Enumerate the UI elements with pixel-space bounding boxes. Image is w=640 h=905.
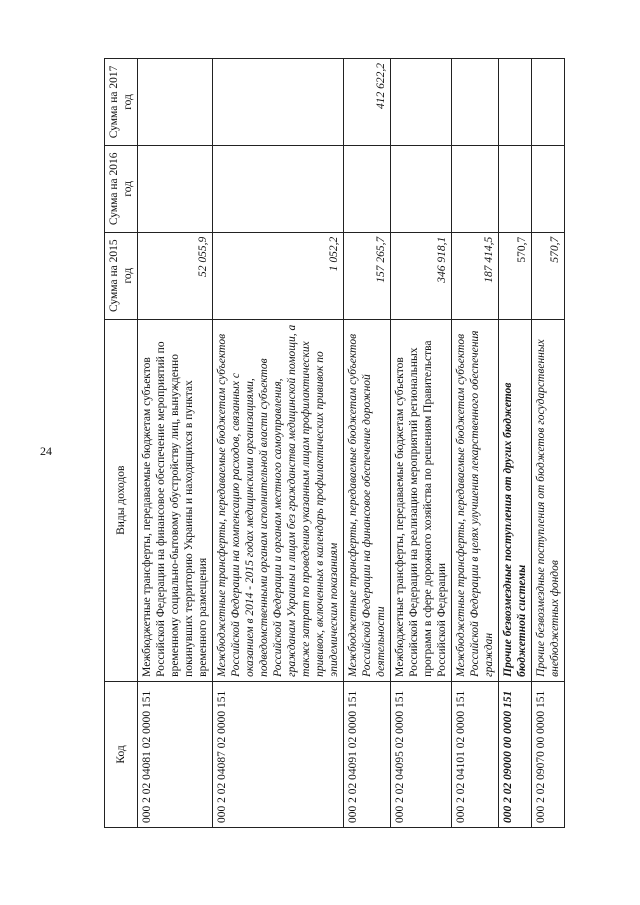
header-kind: Виды доходов bbox=[105, 319, 138, 681]
row-description: Межбюджетные трансферты, передаваемые бюджетам субъектов Российской Федерации на финансовое обеспечение дорожной деятельности bbox=[344, 319, 391, 681]
rotated-table-container bbox=[104, 58, 562, 828]
row-description: Межбюджетные трансферты, передаваемые бюджетам субъектов Российской Федерации на компенсацию расходов, связанных с оказанием в 2014 - 2015 годах медицинскими организациями, подведомственными органам исполнительной власти субъектов Российской Федерации и органам местного самоуправления, гражданам Украины и лицам без гражданства медицинской помощи, а также затрат по проведению указанным лицам профилактических прививок, включенных в календарь профилактических прививок по эпидемическим показаниям bbox=[213, 319, 344, 681]
row-sum-2016 bbox=[344, 145, 391, 232]
row-sum-2015: 1 052,2 bbox=[213, 232, 344, 319]
table-header-row bbox=[105, 59, 138, 828]
row-sum-2017 bbox=[213, 59, 344, 146]
row-sum-2015: 346 918,1 bbox=[391, 232, 452, 319]
row-code: 000 2 02 04081 02 0000 151 bbox=[138, 681, 213, 827]
row-description: Межбюджетные трансферты, передаваемые бюджетам субъектов Российской Федерации на реализацию мероприятий региональных программ в сфере дорожного хозяйства по решениям Правительства Российской Федерации bbox=[391, 319, 452, 681]
row-code: 000 2 02 09070 00 0000 151 bbox=[532, 681, 565, 827]
row-description: Межбюджетные трансферты, передаваемые бюджетам субъектов Российской Федерации в целях улучшения лекарственного обеспечения граждан bbox=[452, 319, 499, 681]
row-sum-2017 bbox=[391, 59, 452, 146]
row-code: 000 2 02 04101 02 0000 151 bbox=[452, 681, 499, 827]
row-sum-2015: 52 055,9 bbox=[138, 232, 213, 319]
table-row bbox=[532, 59, 565, 828]
table-row bbox=[452, 59, 499, 828]
header-2017: Сумма на 2017 год bbox=[105, 59, 138, 146]
row-code: 000 2 02 09000 00 0000 151 bbox=[499, 681, 532, 827]
row-sum-2015: 187 414,5 bbox=[452, 232, 499, 319]
table-body bbox=[138, 59, 565, 828]
row-sum-2016 bbox=[532, 145, 565, 232]
row-code: 000 2 02 04087 02 0000 151 bbox=[213, 681, 344, 827]
row-sum-2016 bbox=[391, 145, 452, 232]
table-row bbox=[499, 59, 532, 828]
row-sum-2016 bbox=[138, 145, 213, 232]
row-sum-2016 bbox=[213, 145, 344, 232]
row-code: 000 2 02 04091 02 0000 151 bbox=[344, 681, 391, 827]
table-row bbox=[391, 59, 452, 828]
row-sum-2017: 412 622,2 bbox=[344, 59, 391, 146]
row-sum-2017 bbox=[138, 59, 213, 146]
row-code: 000 2 02 04095 02 0000 151 bbox=[391, 681, 452, 827]
row-sum-2015: 157 265,7 bbox=[344, 232, 391, 319]
row-sum-2015: 570,7 bbox=[532, 232, 565, 319]
header-2015: Сумма на 2015 год bbox=[105, 232, 138, 319]
header-code: Код bbox=[105, 681, 138, 827]
row-sum-2016 bbox=[452, 145, 499, 232]
row-description: Прочие безвозмездные поступления от других бюджетов бюджетной системы bbox=[499, 319, 532, 681]
table-row bbox=[213, 59, 344, 828]
row-description: Прочие безвозмездные поступления от бюджетов государственных внебюджетных фондов bbox=[532, 319, 565, 681]
table-row bbox=[138, 59, 213, 828]
row-sum-2017 bbox=[499, 59, 532, 146]
revenue-table bbox=[104, 58, 565, 828]
header-2016: Сумма на 2016 год bbox=[105, 145, 138, 232]
row-sum-2017 bbox=[532, 59, 565, 146]
row-sum-2015: 570,7 bbox=[499, 232, 532, 319]
row-sum-2017 bbox=[452, 59, 499, 146]
table-row bbox=[344, 59, 391, 828]
row-sum-2016 bbox=[499, 145, 532, 232]
row-description: Межбюджетные трансферты, передаваемые бюджетам субъектов Российской Федерации на финансовое обеспечение мероприятий по временному социально-бытовому обустройству лиц, вынужденно покинувших территорию Украины и находящихся в пунктах временного размещения bbox=[138, 319, 213, 681]
page-number: 24 bbox=[40, 444, 52, 458]
